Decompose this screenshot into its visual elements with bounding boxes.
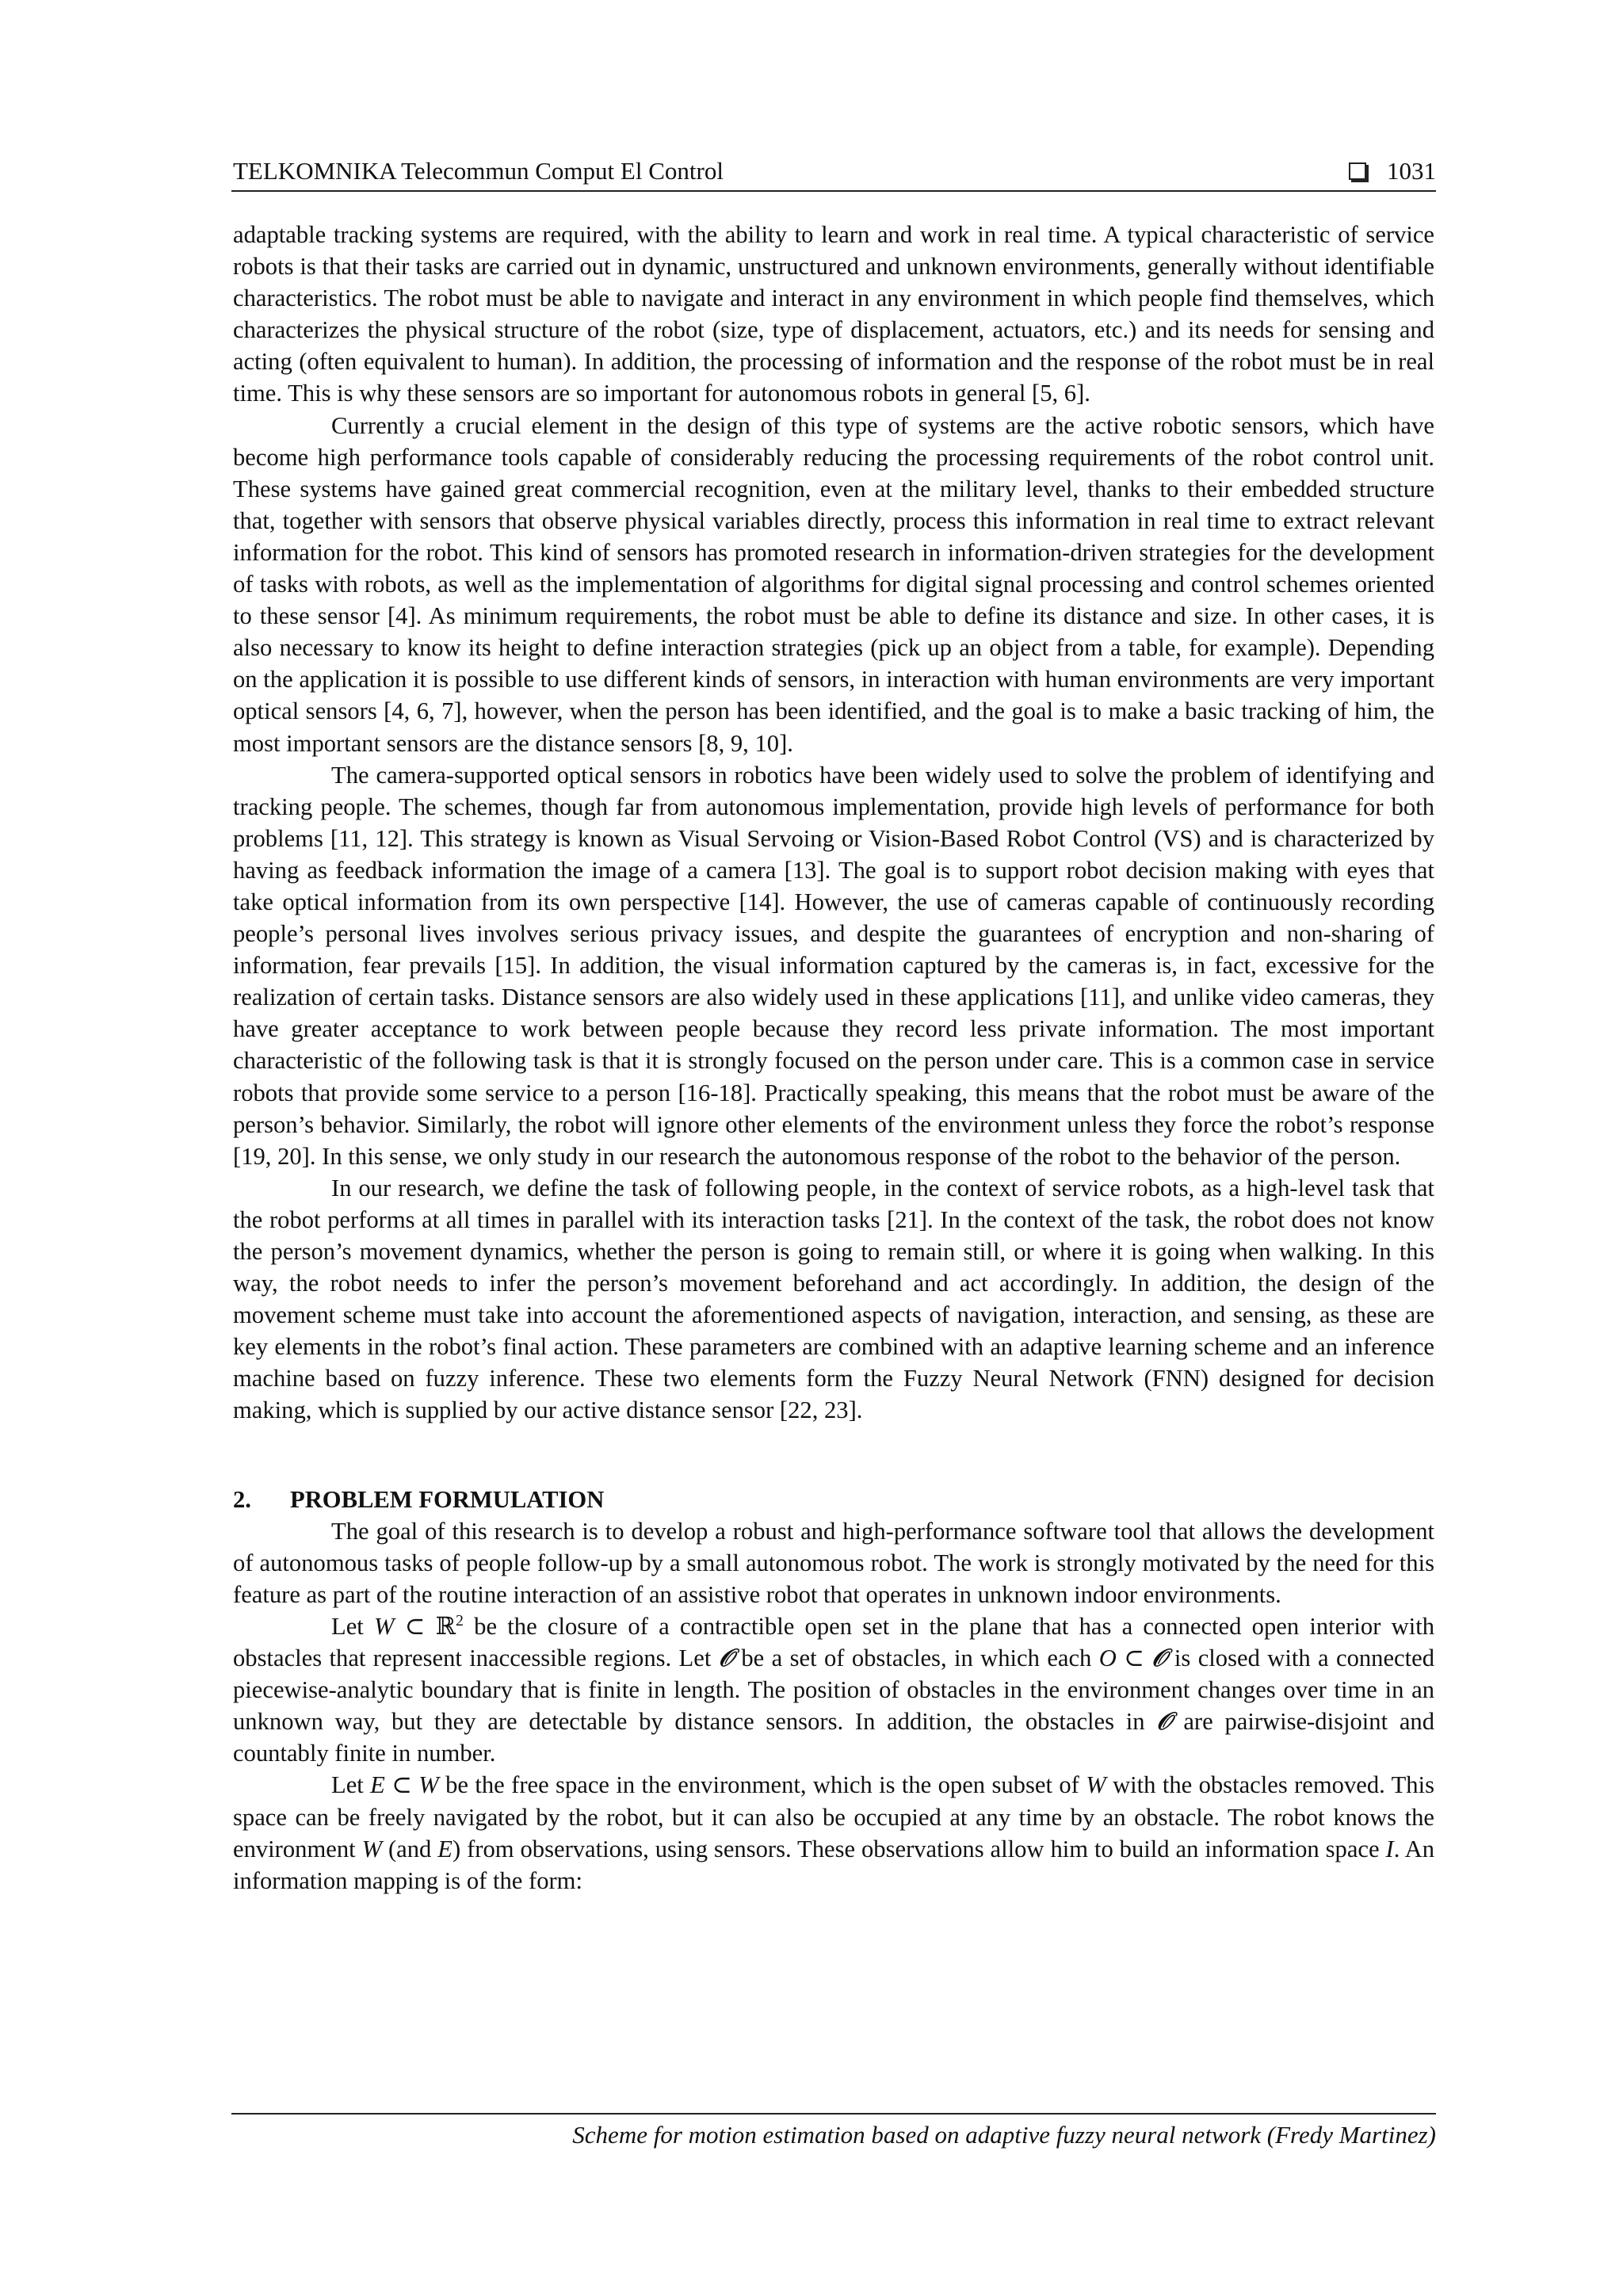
math-symbol: W (361, 1835, 383, 1862)
text-run: with the obstacles removed. This space can be freely navigated by the robot, but it can also be occupied at any time by an obstacle. The robot knows the environment (233, 1771, 1434, 1862)
section-title: PROBLEM FORMULATION (290, 1485, 605, 1513)
math-symbol: W (374, 1612, 395, 1640)
text-run: be the free space in the environment, which is the open subset of (438, 1771, 1086, 1799)
math-symbol: E (437, 1835, 453, 1862)
text-run: (and (382, 1835, 438, 1862)
article-body (233, 219, 1434, 1897)
math-symbol: 𝒪 (1156, 1708, 1172, 1736)
paragraph: Currently a crucial element in the design of this type of systems are the active robotic sensors, which have become high performance tools capable of considerably reducing the processing requirements of the robot control unit. These systems have gained great commercial recognition, even at the military level, thanks to their embedded structure that, together with sensors that observe physical variables directly, process this information in real time to extract relevant information for the robot. This kind of sensors has promoted research in information-driven strategies for the development of tasks with robots, as well as the implementation of algorithms for digital signal processing and control schemes oriented to these sensor [4]. As minimum requirements, the robot must be able to define its distance and size. In other cases, it is also necessary to know its height to define interaction strategies (pick up an object from a table, for example). Depending on the application it is possible to use different kinds of sensors, in interaction with human environments are very important optical sensors [4, 6, 7], however, when the person has been identified, and the goal is to make a basic tracking of him, the most important sensors are the distance sensors [8, 9, 10]. (233, 411, 1434, 757)
text-run: . An information mapping is of the form: (233, 1835, 1435, 1894)
paragraph: In our research, we define the task of following people, in the context of service robots, as a high-level task that the robot performs at all times in parallel with its interaction tasks [21]. In the context of the task, the robot does not know the person’s movement dynamics, whether the person is going to remain still, or where it is going when walking. In this way, the robot needs to infer the person’s movement beforehand and act accordingly. In addition, the design of the movement scheme must take into account the aforementioned aspects of navigation, interaction, and sensing, as these are key elements in the robot’s final action. These parameters are combined with an adaptive learning scheme and an inference machine based on fuzzy inference. These two elements form the Fuzzy Neural Network (FNN) designed for decision making, which is supplied by our active distance sensor [22, 23]. (233, 1174, 1434, 1424)
text-run: Let (331, 1771, 371, 1799)
paragraph (233, 1769, 1434, 1896)
paragraph: adaptable tracking systems are required, with the ability to learn and work in real time. A typical characteristic of service robots is that their tasks are carried out in dynamic, unstructured and unknown environments, generally without identifiable characteristics. The robot must be able to navigate and interact in any environment in which people find themselves, which characterizes the physical structure of the robot (size, type of displacement, actuators, etc.) and its needs for sensing and acting (often equivalent to human). In addition, the processing of information and the response of the robot must be in real time. This is why these sensors are so important for autonomous robots in general [5, 6]. (233, 221, 1434, 407)
math-symbol: ⊂ (1116, 1645, 1152, 1672)
journal-title: TELKOMNIKA Telecommun Comput El Control (233, 157, 724, 185)
text-run: be the closure of a contractible open set in the plane that has a connected open interior with obstacles that represent inaccessible regions. Let (233, 1612, 1435, 1672)
math-symbol: I (1385, 1835, 1394, 1862)
page-header (231, 155, 1436, 192)
page-footer: Scheme for motion estimation based on adaptive fuzzy neural network (Fredy Martinez) (572, 2121, 1436, 2149)
paragraph: The goal of this research is to develop a robust and high-performance software tool that allows the development of autonomous tasks of people follow-up by a small autonomous robot. The work is strongly motivated by the need for this feature as part of the routine interaction of an assistive robot that operates in unknown indoor environments. (233, 1517, 1434, 1608)
paragraph: The camera-supported optical sensors in robotics have been widely used to solve the problem of identifying and tracking people. The schemes, though far from autonomous implementation, provide high levels of performance for both problems [11, 12]. This strategy is known as Visual Servoing or Vision-Based Robot Control (VS) and is characterized by having as feedback information the image of a camera [13]. The goal is to support robot decision making with eyes that take optical information from its own perspective [14]. However, the use of cameras capable of continuously recording people’s personal lives involves serious privacy issues, and despite the guarantees of encryption and non-sharing of information, fear prevails [15]. In addition, the visual information captured by the cameras is, in fact, excessive for the realization of certain tasks. Distance sensors are also widely used in these applications [11], and unlike video cameras, they have greater acceptance to work between people because they record less private information. The most important characteristic of the following task is that it is strongly focused on the person under care. This is a common case in service robots that provide some service to a person [16-18]. Practically speaking, this means that the robot must be aware of the person’s behavior. Similarly, the robot will ignore other elements of the environment unless they force the robot’s response [19, 20]. In this sense, we only study in our research the autonomous response of the robot to the behavior of the person. (233, 761, 1434, 1170)
math-symbol: 𝒪 (718, 1645, 734, 1672)
text-run: Let (331, 1612, 374, 1640)
footer-divider (231, 2113, 1436, 2115)
text-run: be a set of obstacles, in which each (733, 1645, 1099, 1672)
page-number-box (1349, 155, 1436, 187)
paragraph (233, 1610, 1434, 1769)
math-symbol: ⊂ ℝ (394, 1612, 456, 1640)
section-number: 2. (233, 1485, 251, 1513)
page-number: 1031 (1387, 157, 1436, 185)
superscript: 2 (456, 1611, 464, 1629)
math-symbol: 𝒪 (1151, 1645, 1167, 1672)
math-symbol: O (1098, 1645, 1117, 1672)
text-run: ) from observations, using sensors. These observations allow him to build an information space (452, 1835, 1386, 1862)
text-run: is closed with a connected piecewise-analytic boundary that is finite in length. The position of obstacles in the environment changes over time in an unknown way, but they are detectable by distance sensors. In addition, the obstacles in (233, 1645, 1434, 1736)
math-symbol: E (370, 1771, 385, 1799)
text-run: are pairwise-disjoint and countably finite in number. (233, 1708, 1434, 1767)
math-symbol: W (418, 1771, 439, 1799)
square-bullet-icon (1349, 162, 1366, 180)
math-symbol: W (1086, 1771, 1106, 1799)
math-symbol: ⊂ (384, 1771, 419, 1799)
section-heading (233, 1484, 1434, 1515)
